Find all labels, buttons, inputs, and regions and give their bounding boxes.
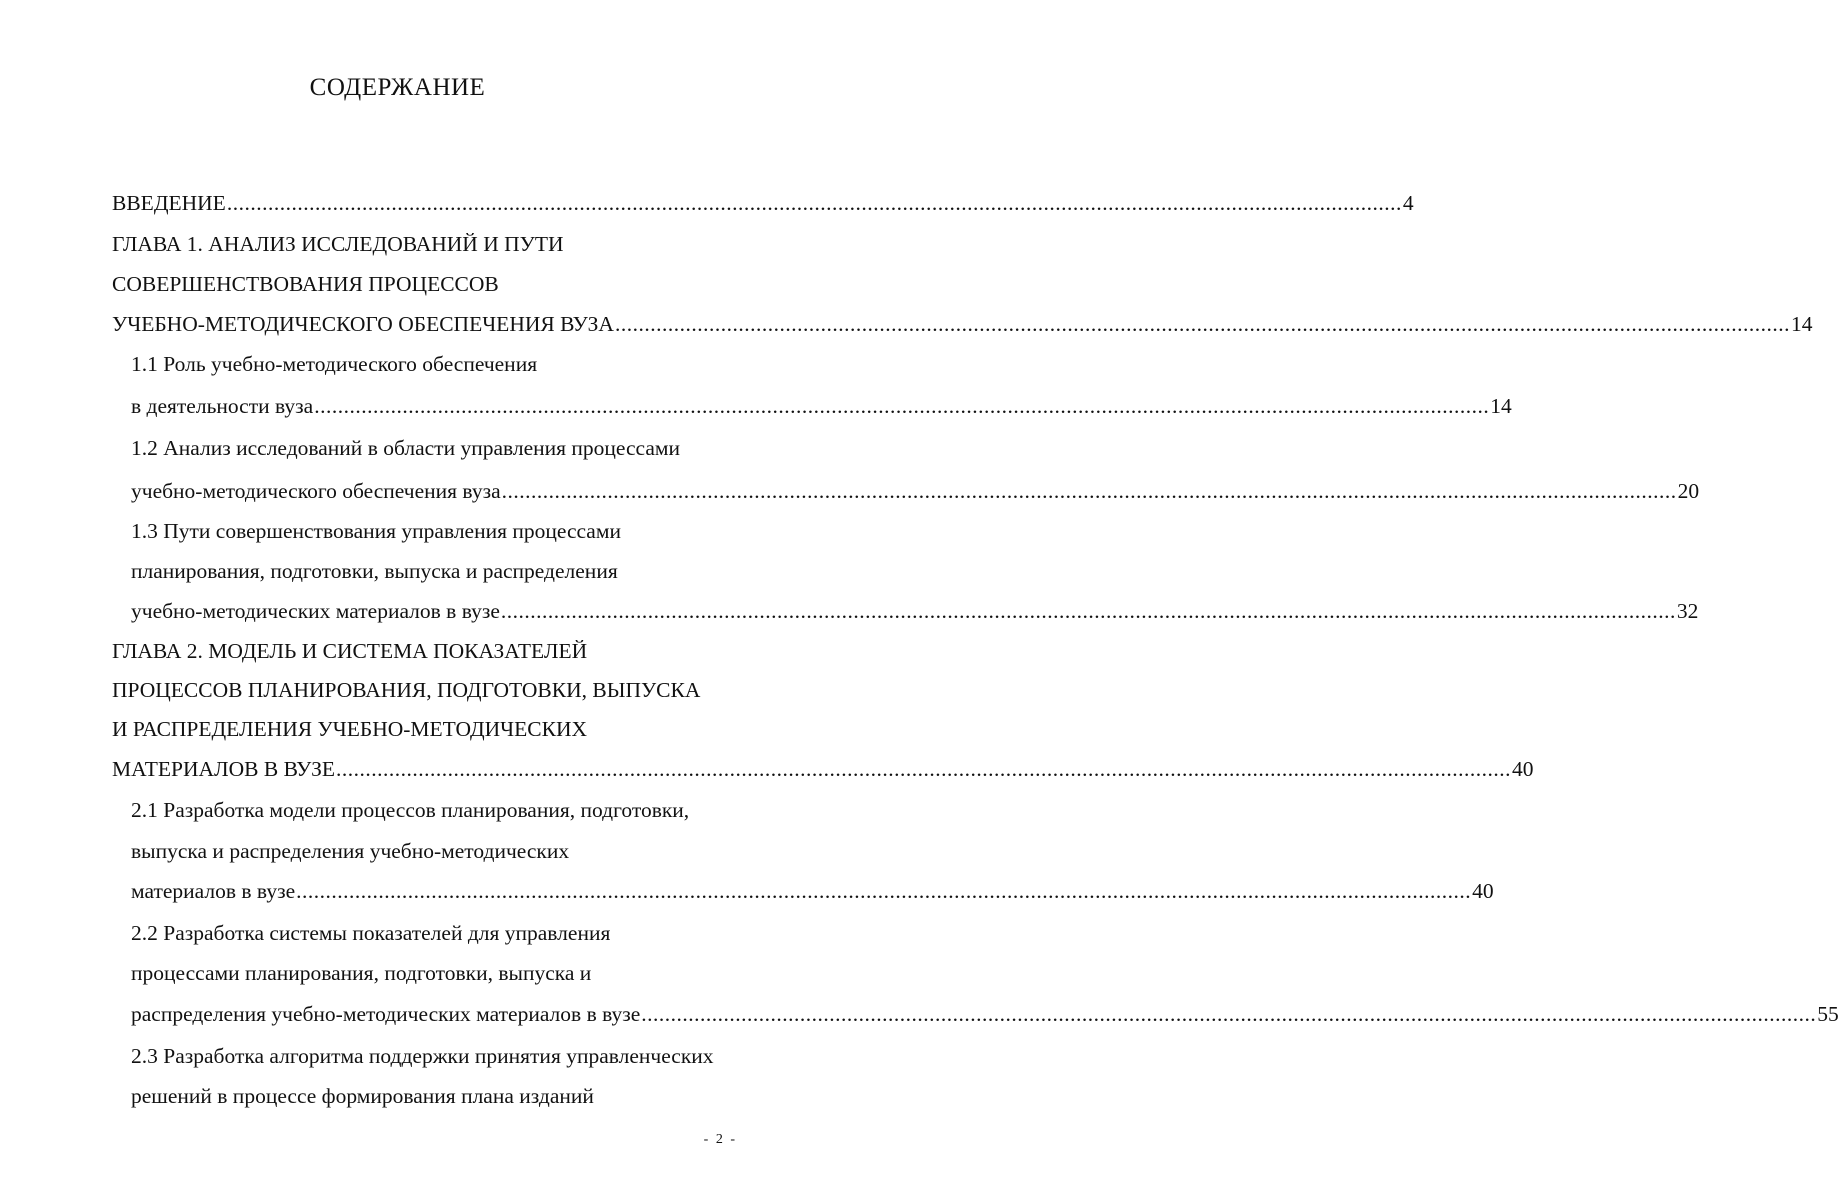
toc-page-number: 4 bbox=[1402, 191, 1414, 215]
toc-section-1-3-line1: 1.3 Пути совершенствования управления процессами bbox=[131, 519, 621, 543]
toc-entry-text: в деятельности вуза bbox=[131, 394, 314, 418]
leader-dots: ........................................................................................................................................................................................................ bbox=[614, 312, 1790, 336]
toc-page-number: 55 bbox=[1817, 1002, 1839, 1026]
toc-entry-text: УЧЕБНО-МЕТОДИЧЕСКОГО ОБЕСПЕЧЕНИЯ ВУЗА bbox=[112, 312, 614, 336]
toc-section-2-3-line1: 2.3 Разработка алгоритма поддержки принятия управленческих bbox=[131, 1044, 714, 1068]
toc-page-number: 14 bbox=[1490, 394, 1512, 418]
toc-chapter1-line2: СОВЕРШЕНСТВОВАНИЯ ПРОЦЕССОВ bbox=[112, 272, 499, 296]
toc-page-number: 40 bbox=[1472, 879, 1494, 903]
toc-page-number: 32 bbox=[1676, 599, 1699, 623]
toc-chapter2-line3: И РАСПРЕДЕЛЕНИЯ УЧЕБНО-МЕТОДИЧЕСКИХ bbox=[112, 717, 587, 741]
page-number: - 2 - bbox=[703, 1132, 737, 1147]
leader-dots: ........................................................................................................................................................................................................ bbox=[501, 479, 1677, 503]
toc-page-number: 40 bbox=[1512, 757, 1534, 781]
toc-section-2-1-line2: выпуска и распределения учебно-методических bbox=[131, 839, 570, 863]
toc-entry-section-1-3 bbox=[131, 596, 1699, 626]
toc-section-1-2-line1: 1.2 Анализ исследований в области управления процессами bbox=[131, 436, 681, 460]
toc-entry-chapter2 bbox=[112, 754, 1534, 784]
leader-dots: ........................................................................................................................................................................................................ bbox=[226, 191, 1402, 215]
toc-section-1-3-line2: планирования, подготовки, выпуска и распределения bbox=[131, 559, 618, 583]
leader-dots: ........................................................................................................................................................................................................ bbox=[314, 394, 1490, 418]
toc-section-1-1-line1: 1.1 Роль учебно-методического обеспечения bbox=[131, 352, 538, 376]
toc-entry-text: распределения учебно-методических материалов в вузе bbox=[131, 1002, 641, 1026]
toc-entry-text: учебно-методических материалов в вузе bbox=[131, 599, 500, 623]
toc-page-number: 20 bbox=[1677, 479, 1700, 503]
toc-entry-text: ВВЕДЕНИЕ bbox=[112, 191, 226, 215]
toc-entry-text: учебно-методического обеспечения вуза bbox=[131, 479, 501, 503]
page-title: СОДЕРЖАНИЕ bbox=[309, 74, 486, 101]
toc-entry-section-2-1 bbox=[131, 876, 1494, 906]
toc-entry-chapter1 bbox=[112, 309, 1813, 339]
toc-entry-section-1-2 bbox=[131, 476, 1700, 506]
toc-chapter2-line2: ПРОЦЕССОВ ПЛАНИРОВАНИЯ, ПОДГОТОВКИ, ВЫПУСКА bbox=[112, 678, 701, 702]
toc-section-2-2-line2: процессами планирования, подготовки, выпуска и bbox=[131, 961, 592, 985]
leader-dots: ........................................................................................................................................................................................................ bbox=[296, 879, 1472, 903]
toc-entry-section-2-2 bbox=[131, 999, 1839, 1029]
toc-page-number: 14 bbox=[1790, 312, 1813, 336]
toc-entry-text: МАТЕРИАЛОВ В ВУЗЕ bbox=[112, 757, 336, 781]
toc-section-2-3-line2: решений в процессе формирования плана изданий bbox=[131, 1084, 594, 1108]
leader-dots: ........................................................................................................................................................................................................ bbox=[500, 599, 1676, 623]
toc-entry-intro bbox=[112, 188, 1414, 218]
toc-entry-section-1-1 bbox=[131, 391, 1512, 421]
toc-chapter2-line1: ГЛАВА 2. МОДЕЛЬ И СИСТЕМА ПОКАЗАТЕЛЕЙ bbox=[112, 639, 588, 663]
toc-entry-text: материалов в вузе bbox=[131, 879, 296, 903]
toc-chapter1-line1: ГЛАВА 1. АНАЛИЗ ИССЛЕДОВАНИЙ И ПУТИ bbox=[112, 232, 564, 256]
leader-dots: ........................................................................................................................................................................................................ bbox=[336, 757, 1512, 781]
leader-dots: ........................................................................................................................................................................................................ bbox=[641, 1002, 1817, 1026]
toc-section-2-2-line1: 2.2 Разработка системы показателей для управления bbox=[131, 921, 611, 945]
toc-section-2-1-line1: 2.1 Разработка модели процессов планирования, подготовки, bbox=[131, 798, 690, 822]
